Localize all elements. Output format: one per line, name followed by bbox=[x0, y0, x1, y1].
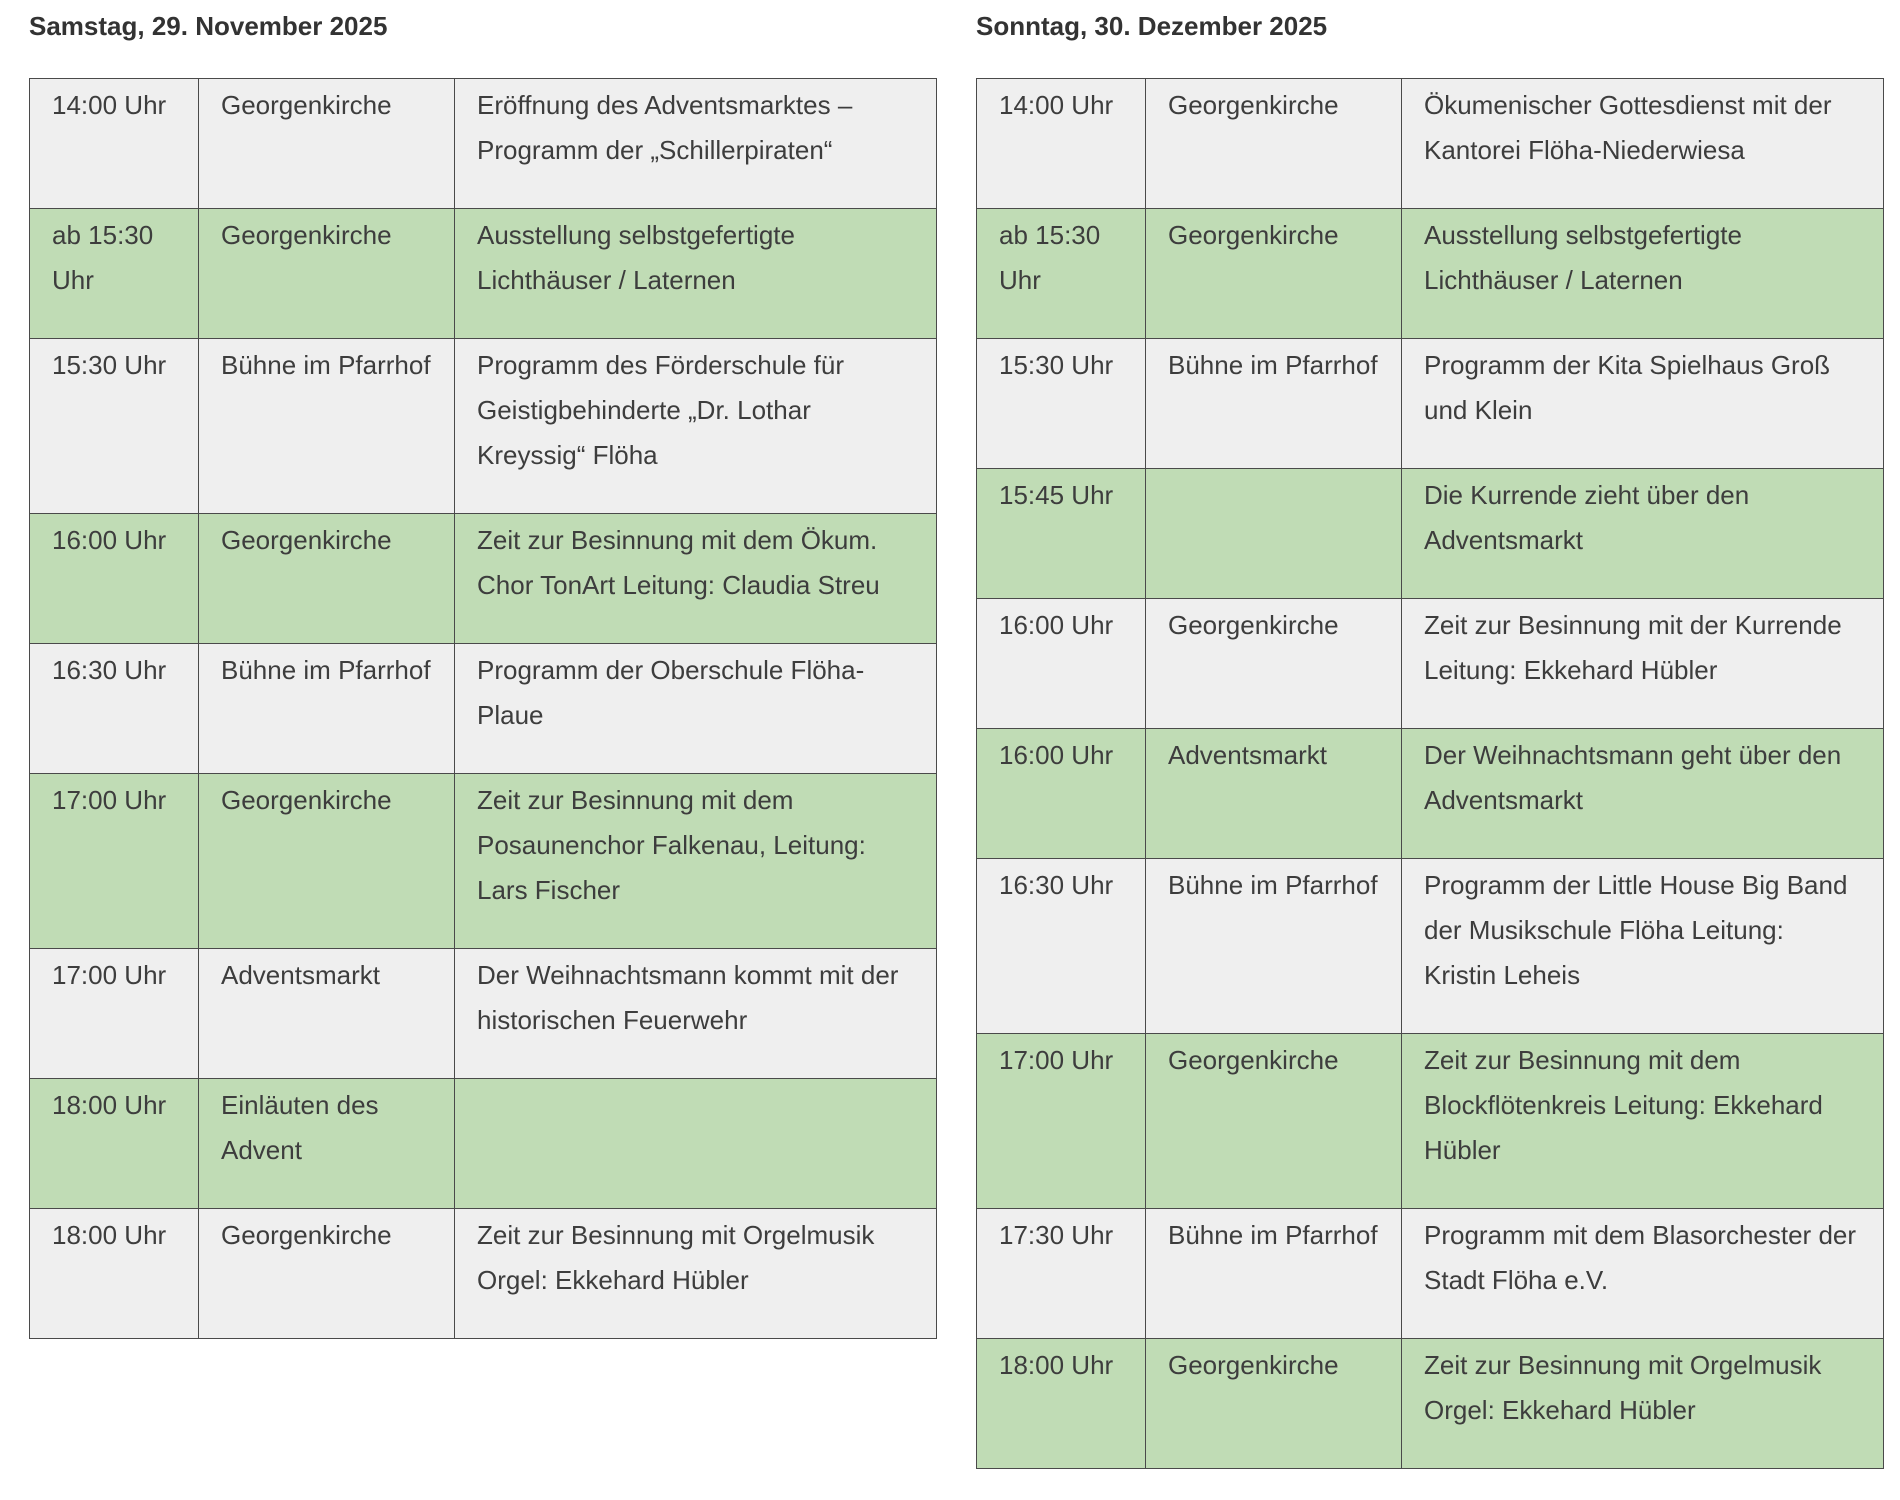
place-cell: Adventsmarkt bbox=[1146, 729, 1402, 859]
table-row bbox=[977, 209, 1884, 339]
table-row bbox=[30, 774, 937, 949]
place-cell: Bühne im Pfarrhof bbox=[199, 644, 455, 774]
program-cell: Die Kurrende zieht über den Adventsmarkt bbox=[1402, 469, 1884, 599]
place-cell: Bühne im Pfarrhof bbox=[1146, 1209, 1402, 1339]
day-schedule-sunday bbox=[976, 0, 1883, 1425]
place-cell: Einläuten des Advent bbox=[199, 1079, 455, 1209]
time-cell: ab 15:30 Uhr bbox=[977, 209, 1146, 339]
table-row bbox=[30, 1079, 937, 1209]
program-cell: Zeit zur Besinnung mit dem Blockflötenkreis Leitung: Ekkehard Hübler bbox=[1402, 1034, 1884, 1209]
time-cell: 17:00 Uhr bbox=[30, 774, 199, 949]
time-cell: 18:00 Uhr bbox=[977, 1339, 1146, 1469]
program-cell: Der Weihnachtsmann geht über den Adventsmarkt bbox=[1402, 729, 1884, 859]
program-cell: Zeit zur Besinnung mit dem Ökum. Chor TonArt Leitung: Claudia Streu bbox=[455, 514, 937, 644]
program-cell: Ausstellung selbstgefertigte Lichthäuser / Laternen bbox=[455, 209, 937, 339]
program-cell: Ökumenischer Gottesdienst mit der Kantorei Flöha-Niederwiesa bbox=[1402, 79, 1884, 209]
time-cell: 16:30 Uhr bbox=[30, 644, 199, 774]
place-cell: Georgenkirche bbox=[1146, 1034, 1402, 1209]
time-cell: ab 15:30 Uhr bbox=[30, 209, 199, 339]
place-cell: Georgenkirche bbox=[199, 79, 455, 209]
schedule-table bbox=[976, 78, 1884, 1469]
table-row bbox=[977, 729, 1884, 859]
time-cell: 14:00 Uhr bbox=[977, 79, 1146, 209]
program-cell: Zeit zur Besinnung mit der Kurrende Leitung: Ekkehard Hübler bbox=[1402, 599, 1884, 729]
place-cell bbox=[1146, 469, 1402, 599]
program-cell: Programm des Förderschule für Geistigbehinderte „Dr. Lothar Kreyssig“ Flöha bbox=[455, 339, 937, 514]
table-row bbox=[30, 209, 937, 339]
table-row bbox=[30, 79, 937, 209]
time-cell: 17:30 Uhr bbox=[977, 1209, 1146, 1339]
table-row bbox=[977, 599, 1884, 729]
program-cell: Eröffnung des Adventsmarktes – Programm der „Schillerpiraten“ bbox=[455, 79, 937, 209]
place-cell: Georgenkirche bbox=[1146, 209, 1402, 339]
place-cell: Georgenkirche bbox=[1146, 1339, 1402, 1469]
table-row bbox=[30, 339, 937, 514]
table-row bbox=[977, 1339, 1884, 1469]
table-row bbox=[977, 79, 1884, 209]
program-cell: Ausstellung selbstgefertigte Lichthäuser / Laternen bbox=[1402, 209, 1884, 339]
table-row bbox=[977, 339, 1884, 469]
time-cell: 18:00 Uhr bbox=[30, 1209, 199, 1339]
program-cell: Zeit zur Besinnung mit dem Posaunenchor Falkenau, Leitung: Lars Fischer bbox=[455, 774, 937, 949]
place-cell: Georgenkirche bbox=[199, 774, 455, 949]
day-title: Samstag, 29. November 2025 bbox=[29, 11, 388, 41]
time-cell: 15:30 Uhr bbox=[30, 339, 199, 514]
program-cell: Zeit zur Besinnung mit Orgelmusik Orgel: Ekkehard Hübler bbox=[1402, 1339, 1884, 1469]
table-row bbox=[977, 1034, 1884, 1209]
time-cell: 16:00 Uhr bbox=[977, 729, 1146, 859]
program-cell: Programm der Oberschule Flöha-Plaue bbox=[455, 644, 937, 774]
time-cell: 17:00 Uhr bbox=[30, 949, 199, 1079]
table-row bbox=[977, 859, 1884, 1034]
program-cell: Programm der Kita Spielhaus Groß und Klein bbox=[1402, 339, 1884, 469]
time-cell: 16:30 Uhr bbox=[977, 859, 1146, 1034]
time-cell: 16:00 Uhr bbox=[30, 514, 199, 644]
table-row bbox=[977, 1209, 1884, 1339]
time-cell: 15:30 Uhr bbox=[977, 339, 1146, 469]
place-cell: Bühne im Pfarrhof bbox=[1146, 859, 1402, 1034]
place-cell: Bühne im Pfarrhof bbox=[1146, 339, 1402, 469]
table-row bbox=[30, 644, 937, 774]
place-cell: Georgenkirche bbox=[1146, 79, 1402, 209]
place-cell: Adventsmarkt bbox=[199, 949, 455, 1079]
time-cell: 15:45 Uhr bbox=[977, 469, 1146, 599]
table-row bbox=[30, 949, 937, 1079]
place-cell: Georgenkirche bbox=[1146, 599, 1402, 729]
program-cell: Der Weihnachtsmann kommt mit der historischen Feuerwehr bbox=[455, 949, 937, 1079]
program-cell: Zeit zur Besinnung mit Orgelmusik Orgel: Ekkehard Hübler bbox=[455, 1209, 937, 1339]
time-cell: 14:00 Uhr bbox=[30, 79, 199, 209]
day-schedule-saturday bbox=[29, 0, 936, 1295]
program-cell bbox=[455, 1079, 937, 1209]
program-cell: Programm mit dem Blasorchester der Stadt Flöha e.V. bbox=[1402, 1209, 1884, 1339]
place-cell: Georgenkirche bbox=[199, 1209, 455, 1339]
place-cell: Georgenkirche bbox=[199, 514, 455, 644]
program-cell: Programm der Little House Big Band der Musikschule Flöha Leitung: Kristin Leheis bbox=[1402, 859, 1884, 1034]
place-cell: Bühne im Pfarrhof bbox=[199, 339, 455, 514]
time-cell: 18:00 Uhr bbox=[30, 1079, 199, 1209]
day-title: Sonntag, 30. Dezember 2025 bbox=[976, 11, 1328, 41]
table-row bbox=[30, 1209, 937, 1339]
schedule-table bbox=[29, 78, 937, 1339]
table-row bbox=[977, 469, 1884, 599]
time-cell: 17:00 Uhr bbox=[977, 1034, 1146, 1209]
table-row bbox=[30, 514, 937, 644]
place-cell: Georgenkirche bbox=[199, 209, 455, 339]
time-cell: 16:00 Uhr bbox=[977, 599, 1146, 729]
